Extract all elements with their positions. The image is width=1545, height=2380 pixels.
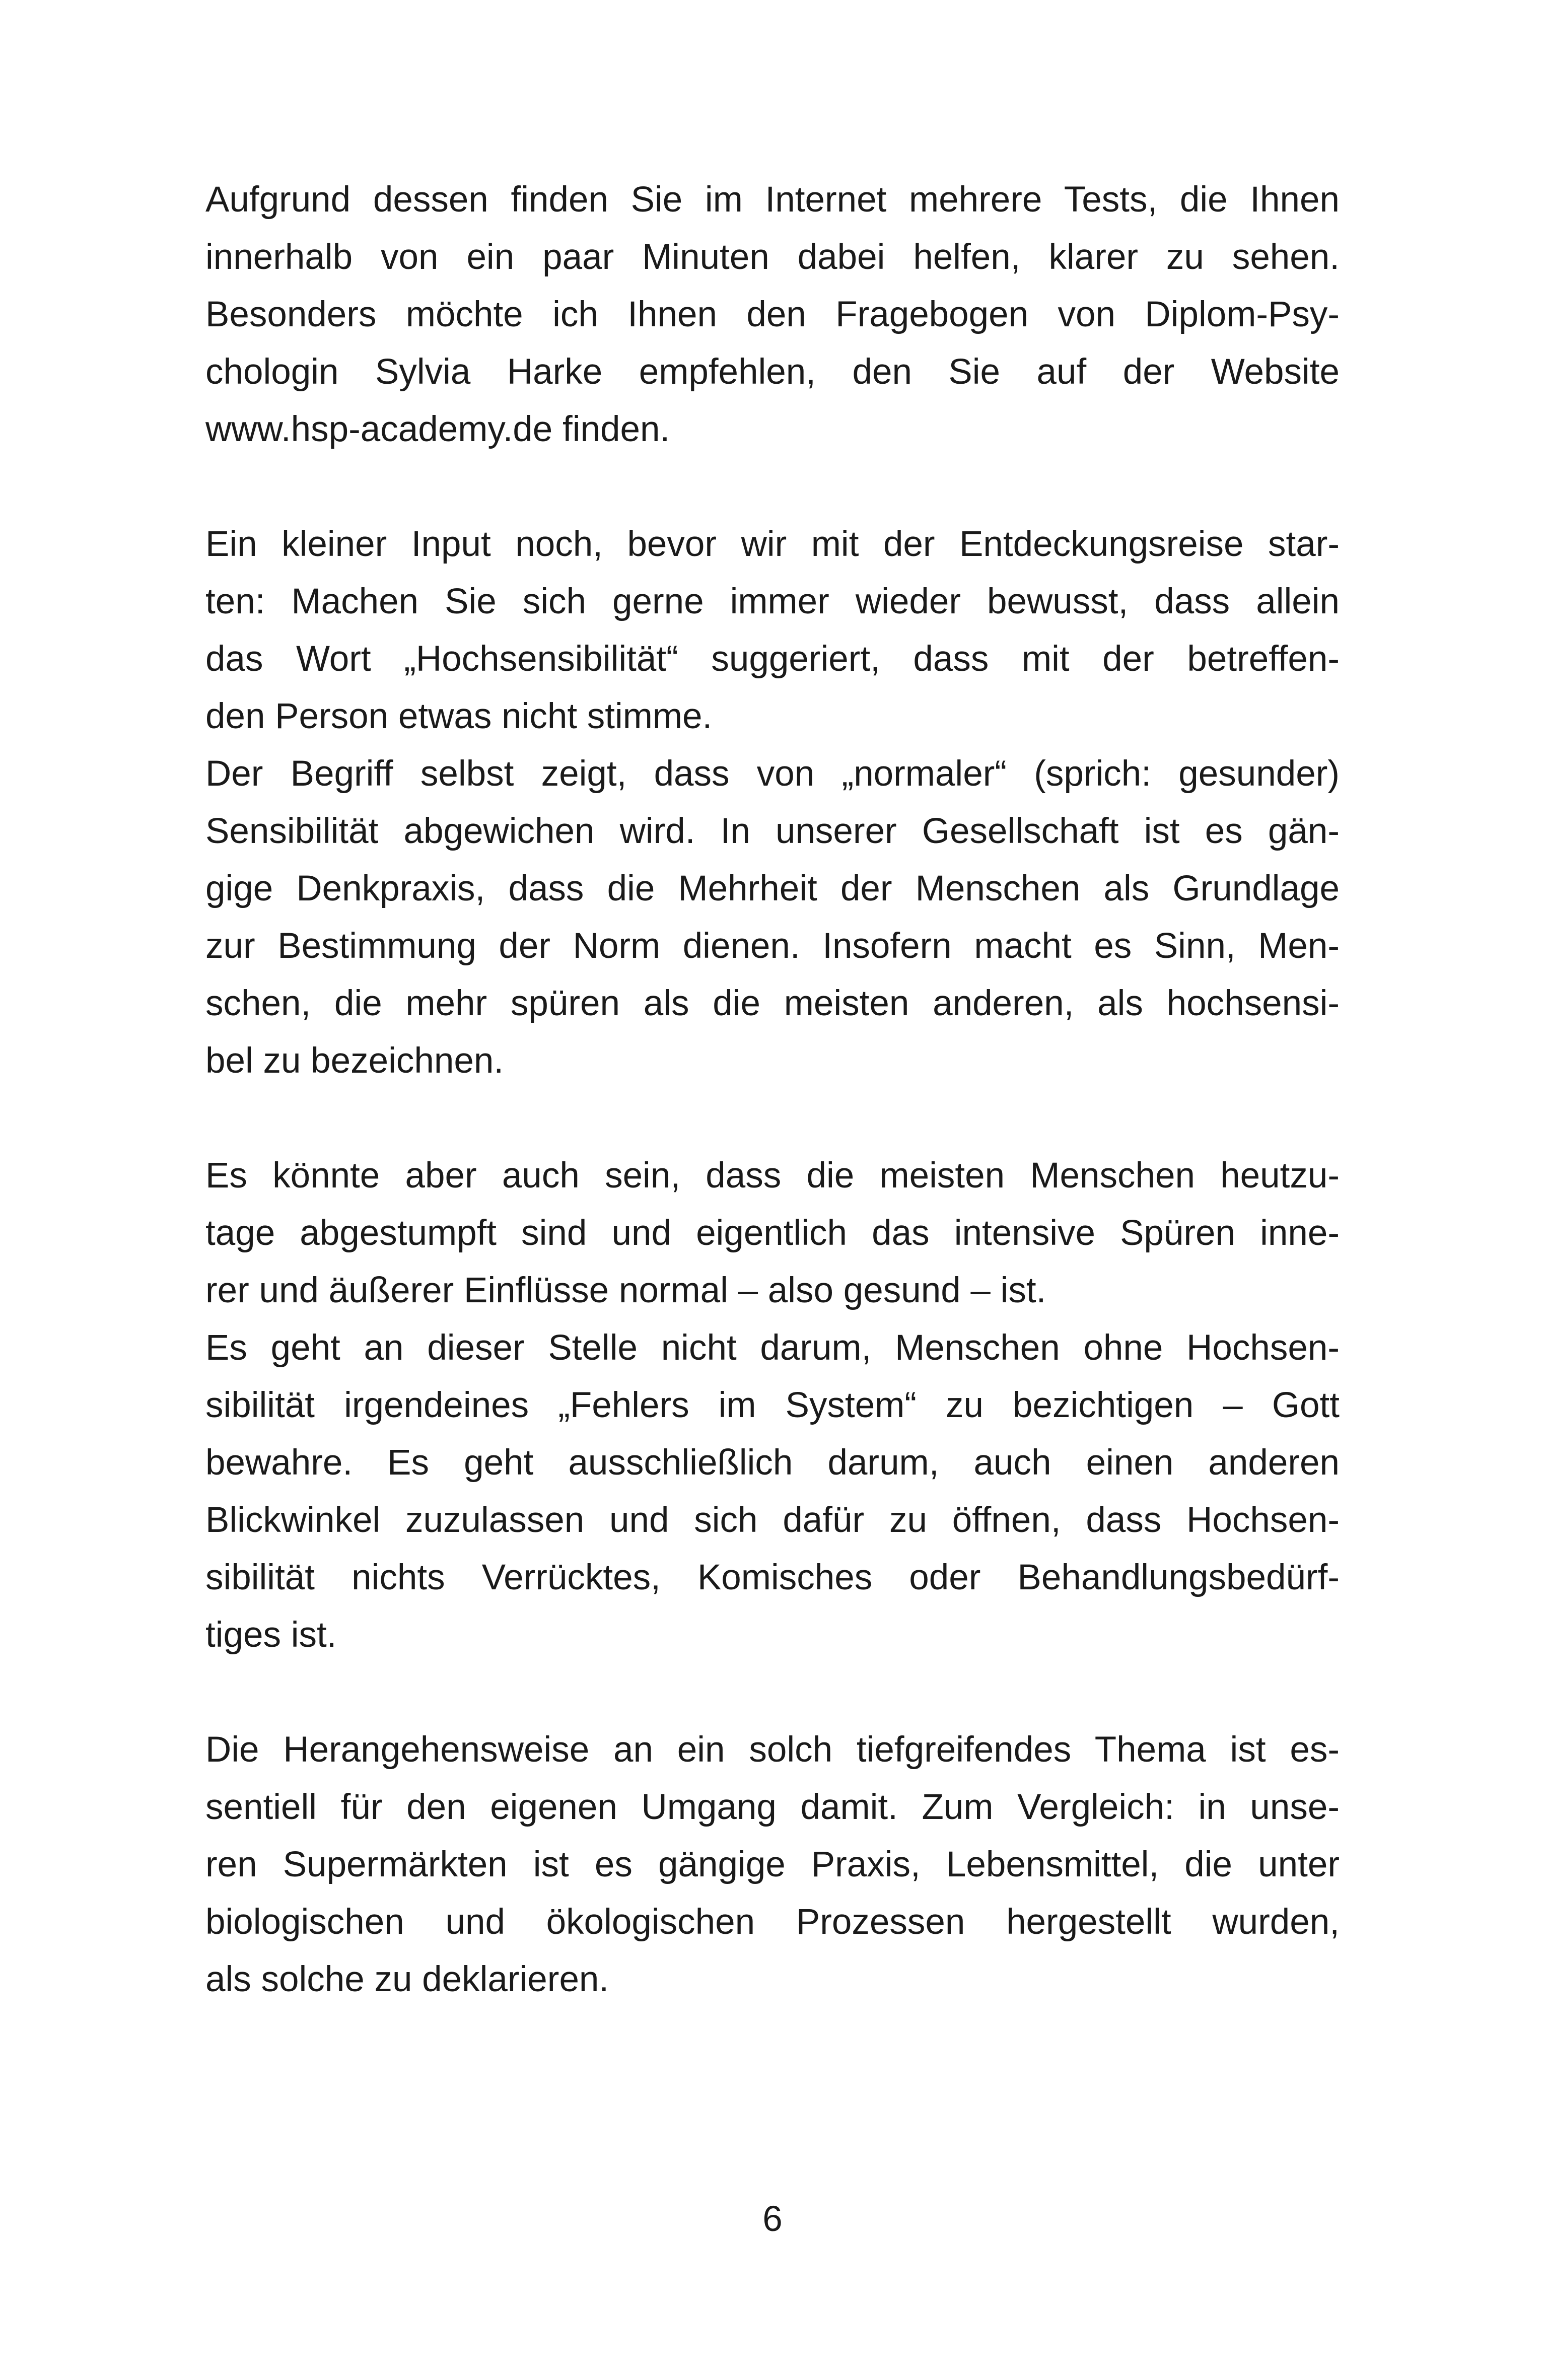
paragraph-spacer bbox=[205, 458, 1340, 516]
paragraph-spacer bbox=[205, 1090, 1340, 1147]
text-line: tage abgestumpft sind und eigentlich das intensive Spüren inne- bbox=[205, 1213, 1340, 1253]
text-line: sibilität irgendeines „Fehlers im System“ zu bezichtigen – Gott bbox=[205, 1385, 1340, 1425]
text-line: bel zu bezeichnen. bbox=[205, 1041, 504, 1081]
text-line: www.hsp-academy.de finden. bbox=[205, 409, 670, 449]
text-line: Es geht an dieser Stelle nicht darum, Menschen ohne Hochsen- bbox=[205, 1328, 1340, 1368]
body-text bbox=[205, 171, 1340, 2008]
text-line: biologischen und ökologischen Prozessen hergestellt wurden, bbox=[205, 1902, 1340, 1942]
text-line: rer und äußerer Einflüsse normal – also gesund – ist. bbox=[205, 1271, 1046, 1310]
text-line: gige Denkpraxis, dass die Mehrheit der Menschen als Grundlage bbox=[205, 869, 1340, 908]
text-line: chologin Sylvia Harke empfehlen, den Sie auf der Website bbox=[205, 352, 1340, 392]
paragraph-blickwinkel bbox=[205, 1319, 1340, 1664]
text-line: Besonders möchte ich Ihnen den Fragebogen von Diplom-Psy- bbox=[205, 295, 1340, 334]
text-line: das Wort „Hochsensibilität“ suggeriert, dass mit der betreffen- bbox=[205, 639, 1340, 679]
page-number: 6 bbox=[762, 2199, 783, 2239]
paragraph-abgestumpft bbox=[205, 1147, 1340, 1319]
text-line: sibilität nichts Verrücktes, Komisches oder Behandlungsbedürf- bbox=[205, 1558, 1340, 1597]
text-line: Ein kleiner Input noch, bevor wir mit der Entdeckungsreise star- bbox=[205, 524, 1340, 564]
paragraph-spacer bbox=[205, 1664, 1340, 1721]
text-line: den Person etwas nicht stimme. bbox=[205, 696, 713, 736]
text-line: bewahre. Es geht ausschließlich darum, auch einen anderen bbox=[205, 1443, 1340, 1483]
paragraph-herangehensweise bbox=[205, 1721, 1340, 2008]
text-line: als solche zu deklarieren. bbox=[205, 1959, 609, 1999]
text-line: sentiell für den eigenen Umgang damit. Zum Vergleich: in unse- bbox=[205, 1787, 1340, 1827]
text-line: Aufgrund dessen finden Sie im Internet mehrere Tests, die Ihnen bbox=[205, 180, 1340, 220]
text-line: Sensibilität abgewichen wird. In unserer Gesellschaft ist es gän- bbox=[205, 811, 1340, 851]
text-line: Es könnte aber auch sein, dass die meisten Menschen heutzu- bbox=[205, 1156, 1340, 1196]
text-line: Blickwinkel zuzulassen und sich dafür zu öffnen, dass Hochsen- bbox=[205, 1500, 1340, 1540]
paragraph-hsp-tests bbox=[205, 171, 1340, 458]
text-line: Der Begriff selbst zeigt, dass von „normaler“ (sprich: gesunder) bbox=[205, 754, 1340, 794]
text-line: ten: Machen Sie sich gerne immer wieder bewusst, dass allein bbox=[205, 582, 1340, 621]
text-line: zur Bestimmung der Norm dienen. Insofern macht es Sinn, Men- bbox=[205, 926, 1340, 966]
text-line: schen, die mehr spüren als die meisten anderen, als hochsensi- bbox=[205, 984, 1340, 1023]
paragraph-begriff bbox=[205, 745, 1340, 1090]
text-line: Die Herangehensweise an ein solch tiefgreifendes Thema ist es- bbox=[205, 1730, 1340, 1770]
text-line: ren Supermärkten ist es gängige Praxis, Lebensmittel, die unter bbox=[205, 1845, 1340, 1884]
text-line: innerhalb von ein paar Minuten dabei helfen, klarer zu sehen. bbox=[205, 237, 1340, 277]
paragraph-input bbox=[205, 516, 1340, 745]
text-line: tiges ist. bbox=[205, 1615, 337, 1655]
